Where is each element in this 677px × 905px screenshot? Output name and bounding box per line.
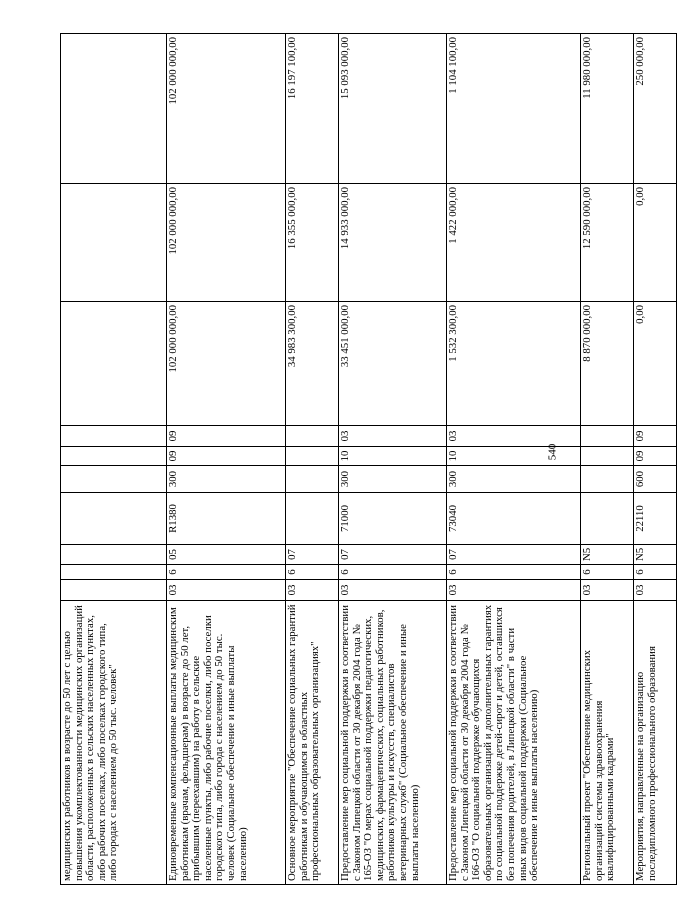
amount-cell-1 [61, 302, 167, 426]
code-cell-2: 6 [581, 565, 634, 580]
code-cell-5 [61, 466, 167, 493]
amount-cell-2: 14 933 000,00 [339, 184, 447, 302]
amount-cell-2: 16 355 000,00 [286, 184, 339, 302]
code-cell-4 [286, 493, 339, 545]
code-cell-1: 03 [447, 580, 581, 601]
amount-cell-3: 16 197 100,00 [286, 34, 339, 184]
code-cell-4: 22110 [634, 493, 677, 545]
code-cell-7 [61, 426, 167, 447]
code-cell-2: 6 [634, 565, 677, 580]
code-cell-4: 71000 [339, 493, 447, 545]
amount-cell-1: 34 983 300,00 [286, 302, 339, 426]
amount-cell-3: 11 980 000,00 [581, 34, 634, 184]
code-cell-5 [286, 466, 339, 493]
amount-cell-1: 8 870 000,00 [581, 302, 634, 426]
budget-table-page [60, 34, 658, 885]
code-cell-6 [61, 447, 167, 466]
code-cell-6: 10 [339, 447, 447, 466]
code-cell-3: 07 [339, 545, 447, 565]
code-cell-6 [286, 447, 339, 466]
row-name-cell: Региональный проект "Обеспечение медицинских организаций системы здравоохранения квалифицированными кадрами" [581, 601, 634, 885]
page-number: 540 [546, 443, 558, 461]
code-cell-7: 09 [634, 426, 677, 447]
code-cell-2: 6 [447, 565, 581, 580]
code-cell-3: 05 [167, 545, 286, 565]
code-cell-2: 6 [339, 565, 447, 580]
code-cell-1: 03 [167, 580, 286, 601]
code-cell-1: 03 [339, 580, 447, 601]
row-name-cell: Предоставление мер социальной поддержки в соответствии с Законом Липецкой области от 30 декабря 2004 года № 165-ОЗ "О мерах социальной поддержки педагогических, медицинских, фармацевтических, социальных работников, работников культуры и искусств, специалистов ветеринарных служб" (Социальное обеспечение и иные выплаты населению) [339, 601, 447, 885]
amount-cell-2 [61, 184, 167, 302]
code-cell-7 [581, 426, 634, 447]
row-name-cell: медицинских работников в возрасте до 50 лет с целью повышения укомплектованности медицинских организаций области, расположенных в сельских населенных пунктах, либо рабочих поселках, либо поселках городского типа, либо городах с населением до 50 тыс. человек" [61, 601, 167, 885]
code-cell-2 [61, 565, 167, 580]
code-cell-2: 6 [167, 565, 286, 580]
code-cell-1: 03 [581, 580, 634, 601]
amount-cell-3: 15 093 000,00 [339, 34, 447, 184]
amount-cell-2: 12 590 000,00 [581, 184, 634, 302]
code-cell-7 [286, 426, 339, 447]
amount-cell-2: 1 422 000,00 [447, 184, 581, 302]
code-cell-5: 600 [634, 466, 677, 493]
amount-cell-1: 1 532 300,00 [447, 302, 581, 426]
code-cell-3: 07 [286, 545, 339, 565]
table-row [286, 34, 339, 885]
row-name-cell: Основное мероприятие "Обеспечение социальных гарантий работникам и обучающимся в областных профессиональных образовательных организациях" [286, 601, 339, 885]
code-cell-3: N5 [581, 545, 634, 565]
code-cell-3: 07 [447, 545, 581, 565]
code-cell-6: 09 [167, 447, 286, 466]
amount-cell-3 [61, 34, 167, 184]
table-row [61, 34, 167, 885]
code-cell-1 [61, 580, 167, 601]
code-cell-6 [581, 447, 634, 466]
code-cell-7: 03 [447, 426, 581, 447]
budget-table [60, 33, 677, 885]
amount-cell-2: 102 000 000,00 [167, 184, 286, 302]
table-row [339, 34, 447, 885]
code-cell-3 [61, 545, 167, 565]
amount-cell-3: 102 000 000,00 [167, 34, 286, 184]
code-cell-5: 300 [339, 466, 447, 493]
code-cell-7: 03 [339, 426, 447, 447]
table-row [581, 34, 634, 885]
row-name-cell: Мероприятия, направленные на организацию последипломного профессионального образования [634, 601, 677, 885]
code-cell-4: R1380 [167, 493, 286, 545]
code-cell-1: 03 [286, 580, 339, 601]
table-row [447, 34, 581, 885]
table-row [634, 34, 677, 885]
amount-cell-1: 33 451 000,00 [339, 302, 447, 426]
code-cell-5 [581, 466, 634, 493]
code-cell-4: 73040 [447, 493, 581, 545]
amount-cell-2: 0,00 [634, 184, 677, 302]
code-cell-6: 09 [634, 447, 677, 466]
table-row [167, 34, 286, 885]
code-cell-7: 09 [167, 426, 286, 447]
amount-cell-3: 250 000,00 [634, 34, 677, 184]
code-cell-6: 10 [447, 447, 581, 466]
code-cell-4 [581, 493, 634, 545]
amount-cell-3: 1 104 100,00 [447, 34, 581, 184]
code-cell-2: 6 [286, 565, 339, 580]
row-name-cell: Единовременные компенсационные выплаты медицинским работникам (врачам, фельдшерам) в возрасте до 50 лет, прибывшим (переехавшим) на работу в сельские населенные пункты, либо рабочие поселки, либо поселки городского типа, либо города с населением до 50 тыс. человек (Социальное обеспечение и иные выплаты населению) [167, 601, 286, 885]
code-cell-5: 300 [447, 466, 581, 493]
row-name-cell: Предоставление мер социальной поддержки в соответствии с Законом Липецкой области от 30 декабря 2004 года № 166-ОЗ "О социальной поддержке обучающихся образовательных организаций и дополнительных гарантиях по социальной поддержке детей-сирот и детей, оставшихся без попечения родителей, в Липецкой области" в части иных видов социальной поддержки (Социальное обеспечение и иные выплаты населению) [447, 601, 581, 885]
code-cell-3: N5 [634, 545, 677, 565]
amount-cell-1: 102 000 000,00 [167, 302, 286, 426]
code-cell-4 [61, 493, 167, 545]
amount-cell-1: 0,00 [634, 302, 677, 426]
code-cell-1: 03 [634, 580, 677, 601]
code-cell-5: 300 [167, 466, 286, 493]
